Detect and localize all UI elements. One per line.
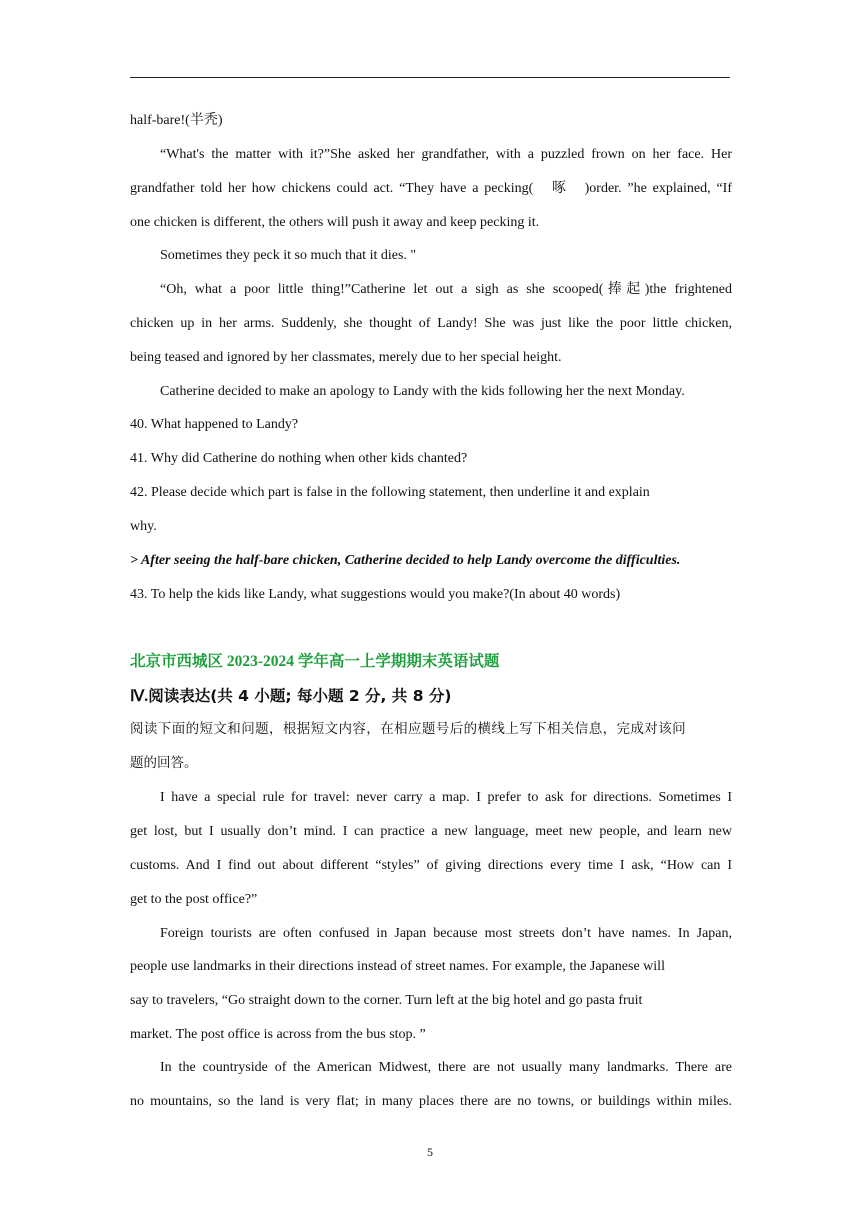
section-title-text: 阅读表达(共 4 小题; 每小题 2 分, 共 8 分) bbox=[148, 687, 452, 705]
instructions-continued: 题的回答。 bbox=[130, 755, 198, 771]
question-43: 43. To help the kids like Landy, what suggestions would you make?(In about 40 words) bbox=[130, 587, 621, 602]
question-40: 40. What happened to Landy? bbox=[130, 417, 299, 432]
passage-line: get lost, but I usually don’t mind. I can practice a new language, meet new people, and learn new bbox=[130, 824, 732, 839]
section-title bbox=[130, 686, 740, 707]
passage-line: no mountains, so the land is very flat; in many places there are no towns, or buildings within miles. bbox=[130, 1094, 732, 1109]
passage-line: get to the post office?” bbox=[130, 892, 258, 907]
paragraph-line: “What's the matter with it?”She asked her grandfather, with a puzzled frown on her face. Her bbox=[160, 147, 732, 162]
passage-line: Foreign tourists are often confused in Japan because most streets don’t have names. In Japan, bbox=[160, 926, 732, 941]
question-41: 41. Why did Catherine do nothing when other kids chanted? bbox=[130, 451, 468, 466]
paragraph-line: grandfather told her how chickens could act. “They have a pecking( 啄 )order. ”he explained, “If bbox=[130, 181, 732, 196]
question-42-statement: > After seeing the half-bare chicken, Catherine decided to help Landy overcome the difficulties. bbox=[130, 553, 681, 568]
question-42-continued: why. bbox=[130, 519, 157, 534]
paragraph-line: “Oh, what a poor little thing!”Catherine let out a sigh as she scooped(捧起)the frightened bbox=[160, 282, 732, 297]
section-roman-numeral: Ⅳ. bbox=[130, 688, 149, 705]
question-42: 42. Please decide which part is false in the following statement, then underline it and explain bbox=[130, 485, 650, 500]
instructions: 阅读下面的短文和问题，根据短文内容，在相应题号后的横线上写下相关信息，完成对该问 bbox=[130, 721, 686, 737]
paragraph-line: Sometimes they peck it so much that it dies. " bbox=[160, 248, 417, 263]
passage-line: I have a special rule for travel: never carry a map. I prefer to ask for directions. Sometimes I bbox=[160, 790, 732, 805]
passage-line: people use landmarks in their directions instead of street names. For example, the Japanese will bbox=[130, 959, 665, 974]
paragraph-line: one chicken is different, the others will push it away and keep pecking it. bbox=[130, 215, 540, 230]
paragraph-line: Catherine decided to make an apology to Landy with the kids following her the next Monday. bbox=[160, 384, 685, 399]
passage-line: In the countryside of the American Midwest, there are not usually many landmarks. There are bbox=[160, 1060, 732, 1075]
passage-line: say to travelers, “Go straight down to the corner. Turn left at the big hotel and go pasta fruit bbox=[130, 993, 643, 1008]
header-rule bbox=[130, 77, 730, 78]
paragraph-line: half-bare!(半秃) bbox=[130, 113, 223, 128]
source-heading: 北京市西城区 2023-2024 学年高一上学期期末英语试题 bbox=[130, 653, 500, 670]
page-number: 5 bbox=[427, 1145, 433, 1159]
passage-line: customs. And I find out about different “styles” of giving directions every time I ask, “How can I bbox=[130, 858, 732, 873]
passage-line: market. The post office is across from the bus stop. ” bbox=[130, 1027, 426, 1042]
paragraph-line: chicken up in her arms. Suddenly, she thought of Landy! She was just like the poor little chicken, bbox=[130, 316, 732, 331]
paragraph-line: being teased and ignored by her classmates, merely due to her special height. bbox=[130, 350, 562, 365]
